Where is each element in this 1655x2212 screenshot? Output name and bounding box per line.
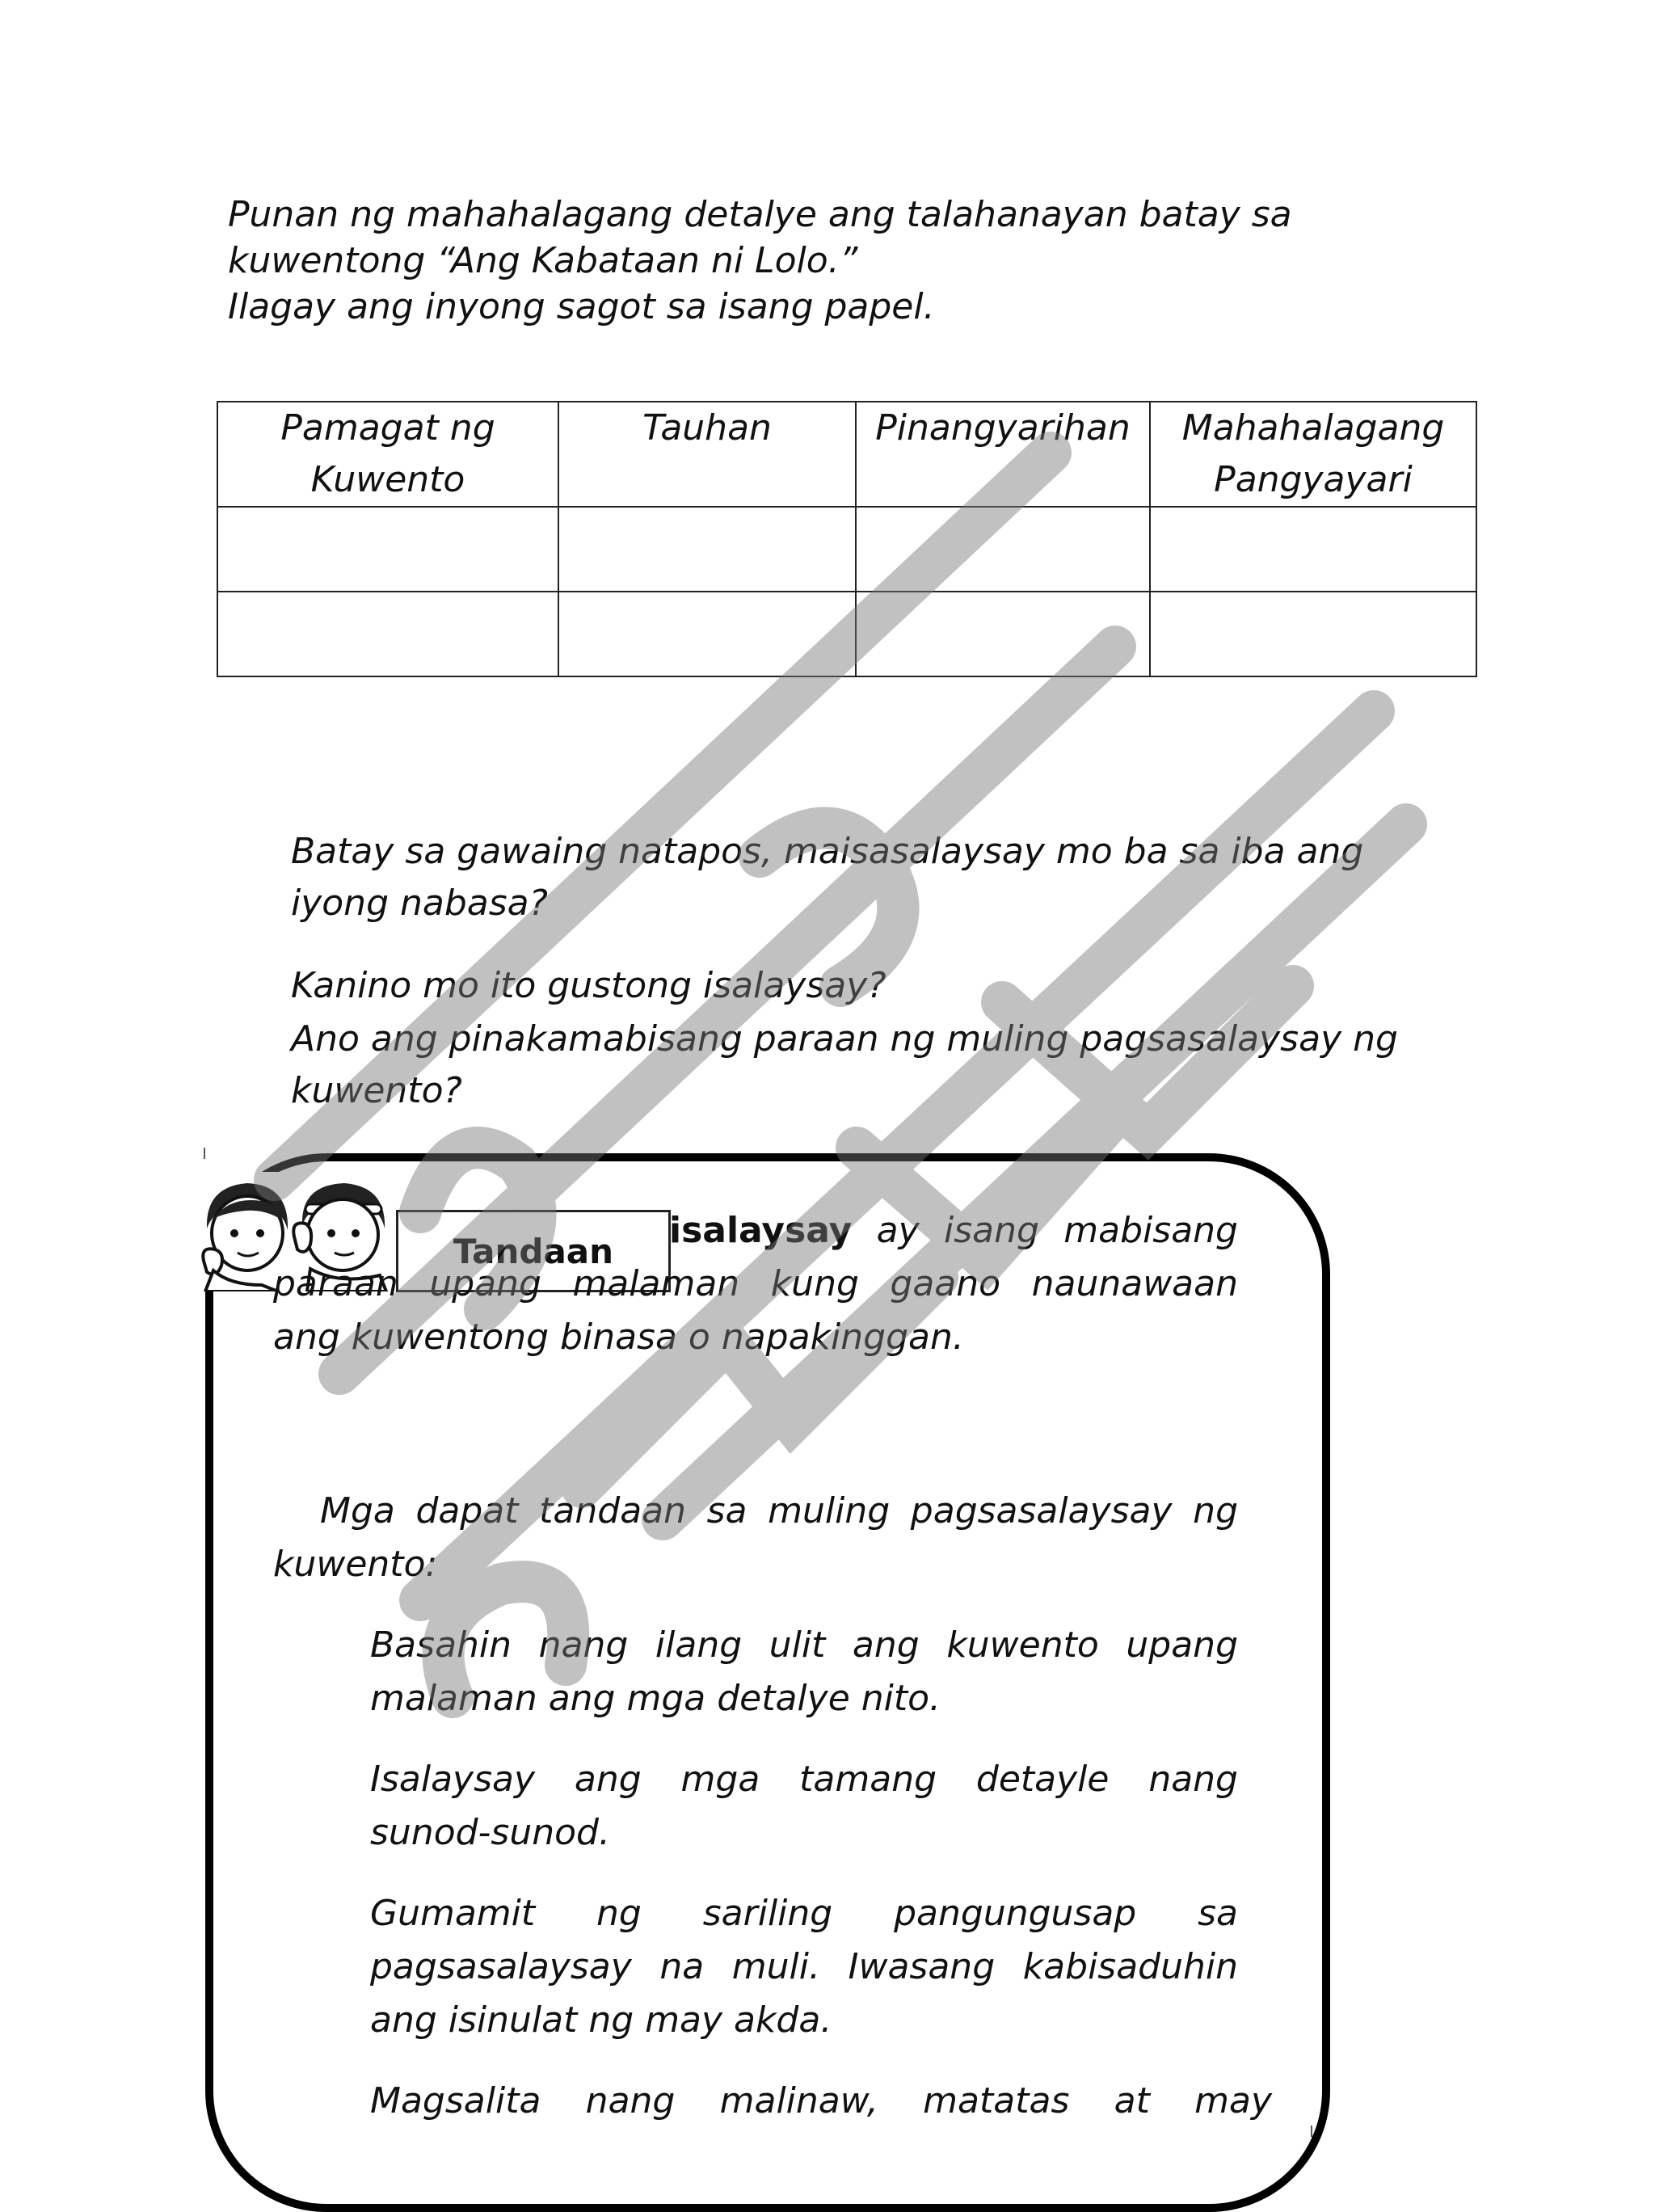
table-cell[interactable] <box>856 507 1150 592</box>
instruction-line-1: Punan ng mahahalagang detalye ang talahanayan batay sa <box>228 194 1292 235</box>
table-row <box>217 592 1476 676</box>
table-cell[interactable] <box>217 507 558 592</box>
intro-line-3: ang kuwentong binasa o napakinggan. <box>273 1317 964 1358</box>
table-header-row <box>217 402 1476 507</box>
tandaan-label: Tandaan <box>396 1210 671 1292</box>
instruction-line-3: Ilagay ang inyong sagot sa isang papel. <box>228 286 935 327</box>
tip-2-line-2: sunod-sunod. <box>370 1812 610 1853</box>
table-row <box>217 507 1476 592</box>
tip-1-line-2: malaman ang mga detalye nito. <box>370 1678 941 1719</box>
header-tauhan: Tauhan <box>558 402 856 507</box>
table-cell[interactable] <box>217 592 558 676</box>
story-details-table <box>217 401 1477 677</box>
reminders-line-2: kuwento: <box>273 1544 438 1585</box>
intro-rest: ay isang mabisang <box>876 1210 1238 1251</box>
instructions <box>228 192 1489 330</box>
intro-bold-word: isalaysay <box>669 1210 853 1251</box>
intro-line-1 <box>669 1204 1238 1258</box>
tip-4-line-1: Magsalita nang malinaw, matatas at may <box>370 2080 1272 2121</box>
tip-3-line-1: Gumamit ng sariling pangungusap sa <box>370 1893 1238 1934</box>
tip-3-line-2: pagsasalaysay na muli. Iwasang kabisaduhin <box>370 1946 1238 1987</box>
crop-mark <box>204 1148 205 1159</box>
header-pinangyarihan: Pinangyarihan <box>856 402 1150 507</box>
question-2: Kanino mo ito gustong isalaysay? <box>291 965 886 1006</box>
table-cell[interactable] <box>1150 592 1476 676</box>
header-mahahalagang-pangyayari: Mahahalagang Pangyayari <box>1150 402 1476 507</box>
tip-1-line-1: Basahin nang ilang ulit ang kuwento upang <box>370 1624 1238 1666</box>
instruction-line-2: kuwentong “Ang Kabataan ni Lolo.” <box>228 240 858 281</box>
tip-2-line-1: Isalaysay ang mga tamang detayle nang <box>370 1759 1238 1800</box>
table-cell[interactable] <box>558 592 856 676</box>
question-1: Batay sa gawaing natapos, maisasalaysay mo ba sa iba ang iyong nabasa? <box>291 831 1364 924</box>
question-3: Ano ang pinakamabisang paraan ng muling pagsasalaysay ng kuwento? <box>291 1018 1398 1111</box>
table-cell[interactable] <box>856 592 1150 676</box>
tip-3-line-3: ang isinulat ng may akda. <box>370 1999 832 2041</box>
header-pamagat: Pamagat ng Kuwento <box>217 402 558 507</box>
table-cell[interactable] <box>1150 507 1476 592</box>
table-cell[interactable] <box>558 507 856 592</box>
intro-line-2: paraan upang malaman kung gaano naunawaan <box>273 1263 1238 1304</box>
reminders-line-1: Mga dapat tandaan sa muling pagsasalaysay ng <box>320 1490 1238 1532</box>
